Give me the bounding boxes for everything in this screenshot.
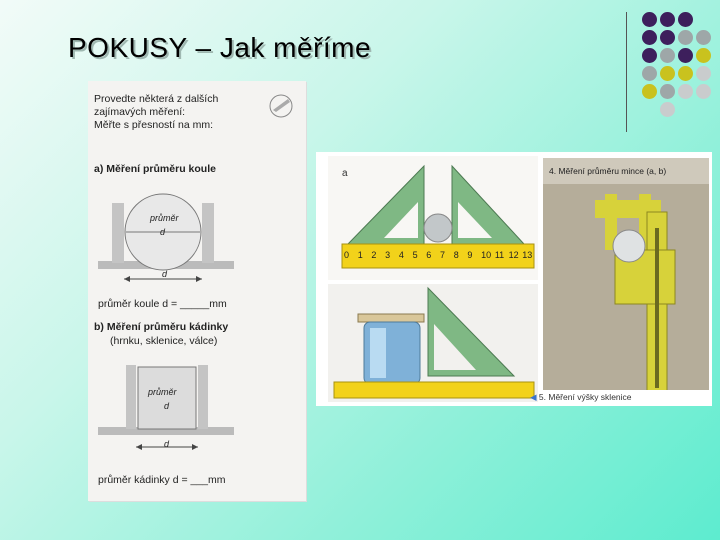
dot [678,30,693,45]
writing-hand-icon [266,91,296,121]
dot [696,84,711,99]
worksheet-intro-line-1: Provedte některá z dalších [94,93,219,105]
section-b-answer: průměr kádinky d = ___mm [98,474,226,486]
ruler-number: 7 [440,250,446,260]
dot [678,48,693,63]
ruler-number: 13 [522,250,533,260]
section-b-figure-label: průměr [148,387,177,397]
section-b-heading: b) Měření průměru kádinky [94,321,229,333]
caption-arrow-icon: ◀ [530,392,537,402]
ruler-number-row [342,250,534,264]
ruler-number: 9 [467,250,473,260]
slide-title: POKUSY – Jak měříme [68,32,372,63]
dot [678,84,693,99]
dot [696,66,711,81]
decorative-dot-grid [638,12,718,112]
caption-5-text: 5. Měření výšky sklenice [538,392,632,402]
ball-measurement-figure [98,191,238,291]
dot [642,66,657,81]
section-a-figure-label: průměr [150,213,179,223]
section-a-dimension-var: d [162,269,168,279]
dot [696,30,711,45]
photo-label-a: a [342,168,348,179]
dot [642,30,657,45]
title-divider-line [626,12,627,132]
dot [660,66,675,81]
ruler-number: 4 [398,250,404,260]
ruler-number: 0 [344,250,350,260]
section-b-dimension-var: d [164,439,170,449]
dot [678,66,693,81]
dot [642,48,657,63]
dot [642,84,657,99]
photo-caliper-measuring-coin [543,158,709,390]
dot [660,84,675,99]
section-a-figure-var: d [160,227,166,237]
ruler-number: 6 [426,250,432,260]
ruler-number: 5 [412,250,418,260]
ruler-number: 12 [508,250,519,260]
dot [678,12,693,27]
dot [642,12,657,27]
ruler-number: 2 [371,250,377,260]
photo-coin-with-triangles [328,156,538,280]
dot [660,30,675,45]
section-b-subheading: (hrnku, sklenice, válce) [110,335,218,347]
dot [660,12,675,27]
caliper-illustration [543,158,709,390]
dot [660,48,675,63]
photo-glass-height [328,284,538,402]
dot [660,102,675,117]
caption-4: 4. Měření průměru mince (a, b) [549,166,667,176]
section-b-figure-var: d [164,401,170,411]
worksheet-intro-line-2: zajímavých měření: [94,106,186,118]
ruler-number: 1 [357,250,363,260]
ruler-number: 11 [494,250,505,260]
worksheet-intro-line-3: Měřte s přesností na mm: [94,119,214,131]
worksheet-scan [88,81,306,501]
measurement-photos-panel [316,152,712,406]
ruler-number: 8 [453,250,459,260]
section-a-heading: a) Měření průměru koule [94,163,216,175]
dot [696,48,711,63]
section-a-answer: průměr koule d = _____mm [98,298,227,310]
ruler-number: 3 [385,250,391,260]
ruler-number: 10 [481,250,492,260]
glass-height-illustration [328,284,538,402]
caption-5 [530,392,632,403]
